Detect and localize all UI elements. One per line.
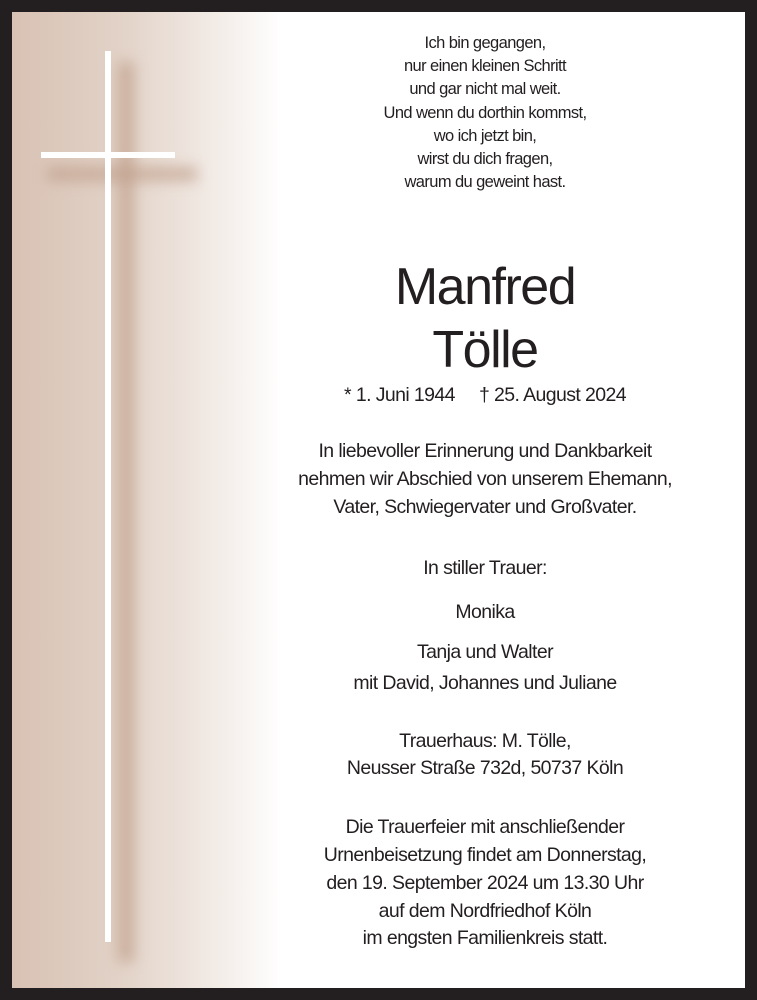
poem-line: nur einen kleinen Schritt bbox=[403, 57, 567, 75]
ceremony-line: den 19. September 2024 um 13.30 Uhr bbox=[326, 872, 644, 894]
poem-line: Und wenn du dorthin kommst, bbox=[383, 104, 587, 122]
poem-line: Ich bin gegangen, bbox=[424, 34, 546, 52]
poem-line: warum du geweint hast. bbox=[404, 173, 566, 191]
mourner: Monika bbox=[455, 601, 515, 623]
poem-line: wo ich jetzt bin, bbox=[433, 127, 537, 145]
life-dates: * 1. Juni 1944 † 25. August 2024 bbox=[344, 384, 626, 406]
farewell-line: Vater, Schwiegervater und Großvater. bbox=[333, 496, 637, 518]
ceremony-line: im engsten Familienkreis statt. bbox=[362, 927, 608, 949]
deceased-first-name: Manfred bbox=[394, 258, 576, 316]
deceased-last-name: Tölle bbox=[432, 321, 538, 379]
farewell-line: nehmen wir Abschied von unserem Ehemann, bbox=[298, 468, 672, 490]
ceremony-line: Die Trauerfeier mit anschließender bbox=[345, 816, 625, 838]
poem-line: wirst du dich fragen, bbox=[417, 150, 553, 168]
farewell-line: In liebevoller Erinnerung und Dankbarkeit bbox=[318, 440, 652, 462]
ceremony-line: Urnenbeisetzung findet am Donnerstag, bbox=[323, 844, 647, 866]
mourner: mit David, Johannes und Juliane bbox=[353, 672, 617, 694]
mourning-label: In stiller Trauer: bbox=[423, 557, 547, 579]
house-line: Trauerhaus: M. Tölle, bbox=[399, 730, 571, 752]
house-line: Neusser Straße 732d, 50737 Köln bbox=[346, 757, 624, 779]
mourner: Tanja und Walter bbox=[416, 641, 553, 663]
ceremony-line: auf dem Nordfriedhof Köln bbox=[378, 900, 592, 922]
poem-line: und gar nicht mal weit. bbox=[409, 80, 561, 98]
